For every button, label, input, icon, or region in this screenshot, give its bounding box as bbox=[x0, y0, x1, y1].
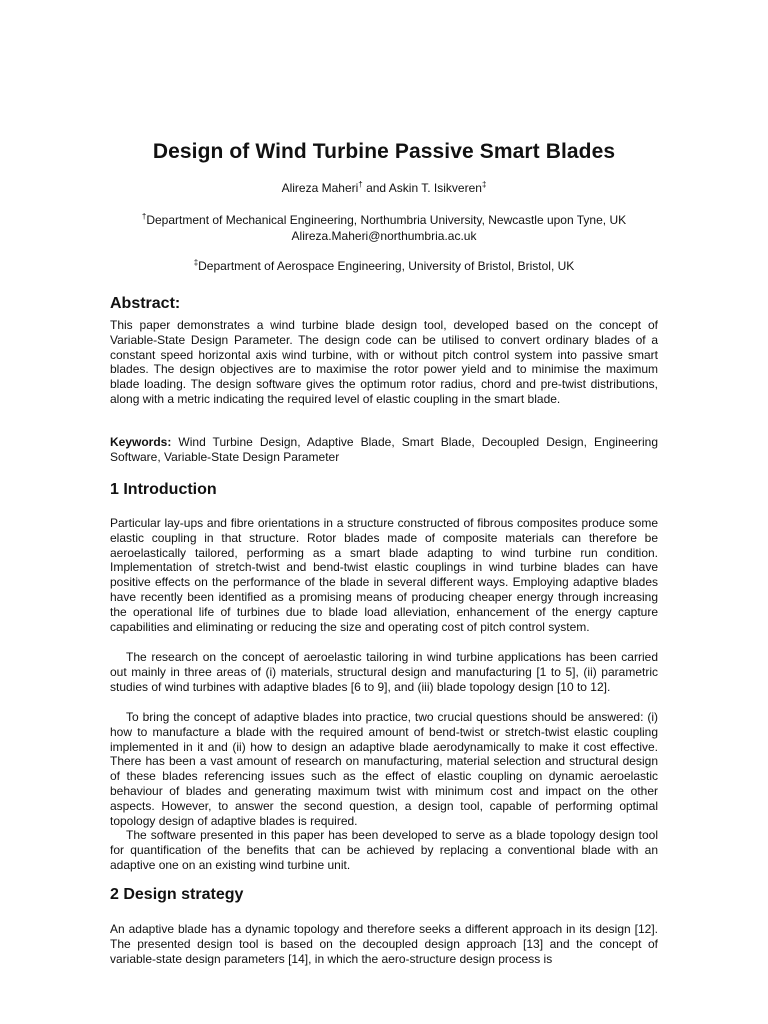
keywords bbox=[110, 435, 658, 465]
affiliation-1-mark: † bbox=[141, 212, 147, 221]
abstract-paragraph: This paper demonstrates a wind turbine blade design tool, developed based on the concept of Variable-State Design Parameter. The design code can be utilised to convert ordinary blades of a constant speed horizontal axis wind turbine, with or without pitch control system into passive smart blades. The design objectives are to maximise the rotor power yield and to minimise the maximum blade loading. The design software gives the optimum rotor radius, chord and pre-twist distributions, along with a metric indicating the required level of elastic coupling in the smart blade. bbox=[110, 318, 658, 406]
keywords-list: Wind Turbine Design, Adaptive Blade, Smart Blade, Decoupled Design, Engineering Software, Variable-State Design Parameter bbox=[110, 435, 658, 464]
keywords-paragraph bbox=[110, 435, 658, 465]
design-strategy-paragraph-1 bbox=[110, 922, 658, 966]
authors-conjunction: and bbox=[362, 181, 389, 195]
affiliation-2 bbox=[0, 259, 768, 274]
section-heading-design-strategy: 2 Design strategy bbox=[110, 886, 244, 903]
intro-paragraph-4 bbox=[110, 828, 658, 872]
author-line bbox=[0, 181, 768, 196]
paragraph-text: Particular lay-ups and fibre orientations in a structure constructed of fibrous composites produce some elastic coupling in that structure. Rotor blades made of composite materials can therefore be aeroelastically tailored, performing as a smart blade adapting to wind turbine run condition. Implementation of stretch-twist and bend-twist elastic couplings in wind turbine blades can have positive effects on the performance of the blade in several different ways. Employing adaptive blades have recently been identified as a promising means of producing cheaper energy through increasing the operational life of turbines due to blade load alleviation, enhancement of the energy capture capabilities and eliminating or reducing the size and operating cost of pitch control system. bbox=[110, 516, 658, 634]
affiliation-2-mark: ‡ bbox=[193, 258, 199, 267]
intro-paragraph-1 bbox=[110, 516, 658, 634]
author-1-mark: † bbox=[358, 180, 363, 189]
affiliation-2-text: Department of Aerospace Engineering, University of Bristol, Bristol, UK bbox=[198, 259, 575, 273]
paragraph-text: The research on the concept of aeroelastic tailoring in wind turbine applications has been carried out mainly in three areas of (i) materials, structural design and manufacturing [1 to 5], (ii) parametric studies of wind turbines with adaptive blades [6 to 9], and (iii) blade topology design [10 to 12]. bbox=[110, 650, 658, 694]
abstract-text bbox=[110, 318, 658, 407]
affiliation-1-text: Department of Mechanical Engineering, Northumbria University, Newcastle upon Tyne, UK bbox=[146, 213, 627, 227]
affiliation-1-email: Alireza.Maheri@northumbria.ac.uk bbox=[291, 229, 477, 243]
intro-paragraph-2 bbox=[110, 650, 658, 694]
affiliation-1 bbox=[0, 213, 768, 228]
paper-title: Design of Wind Turbine Passive Smart Blades bbox=[152, 140, 616, 163]
author-2-mark: ‡ bbox=[481, 180, 487, 189]
paragraph-text: An adaptive blade has a dynamic topology and therefore seeks a different approach in its design [12]. The presented design tool is based on the decoupled design approach [13] and the concept of variable-state design parameters [14], in which the aero-structure design process is bbox=[110, 922, 658, 966]
intro-paragraph-3 bbox=[110, 710, 658, 828]
abstract-heading: Abstract: bbox=[110, 295, 181, 312]
author-1-name: Alireza Maheri bbox=[281, 181, 359, 195]
paragraph-text: The software presented in this paper has been developed to serve as a blade topology design tool for quantification of the benefits that can be achieved by replacing a conventional blade with an adaptive one on an existing wind turbine unit. bbox=[110, 828, 658, 872]
paragraph-text: To bring the concept of adaptive blades into practice, two crucial questions should be answered: (i) how to manufacture a blade with the required amount of bend-twist or stretch-twist elastic coupling implemented in it and (ii) how to design an adaptive blade aerodynamically to make it cost effective. There has been a vast amount of research on manufacturing, material selection and structural design of these blades referencing issues such as the effect of elastic coupling on dynamic aeroelastic behaviour of blades and generating maximum twist with minimum cost and impact on the other aspects. However, to answer the second question, a design tool, capable of performing optimal topology design of adaptive blades is required. bbox=[110, 710, 658, 828]
section-heading-introduction: 1 Introduction bbox=[110, 481, 217, 498]
keywords-label: Keywords: bbox=[110, 435, 172, 449]
author-2-name: Askin T. Isikveren bbox=[388, 181, 482, 195]
